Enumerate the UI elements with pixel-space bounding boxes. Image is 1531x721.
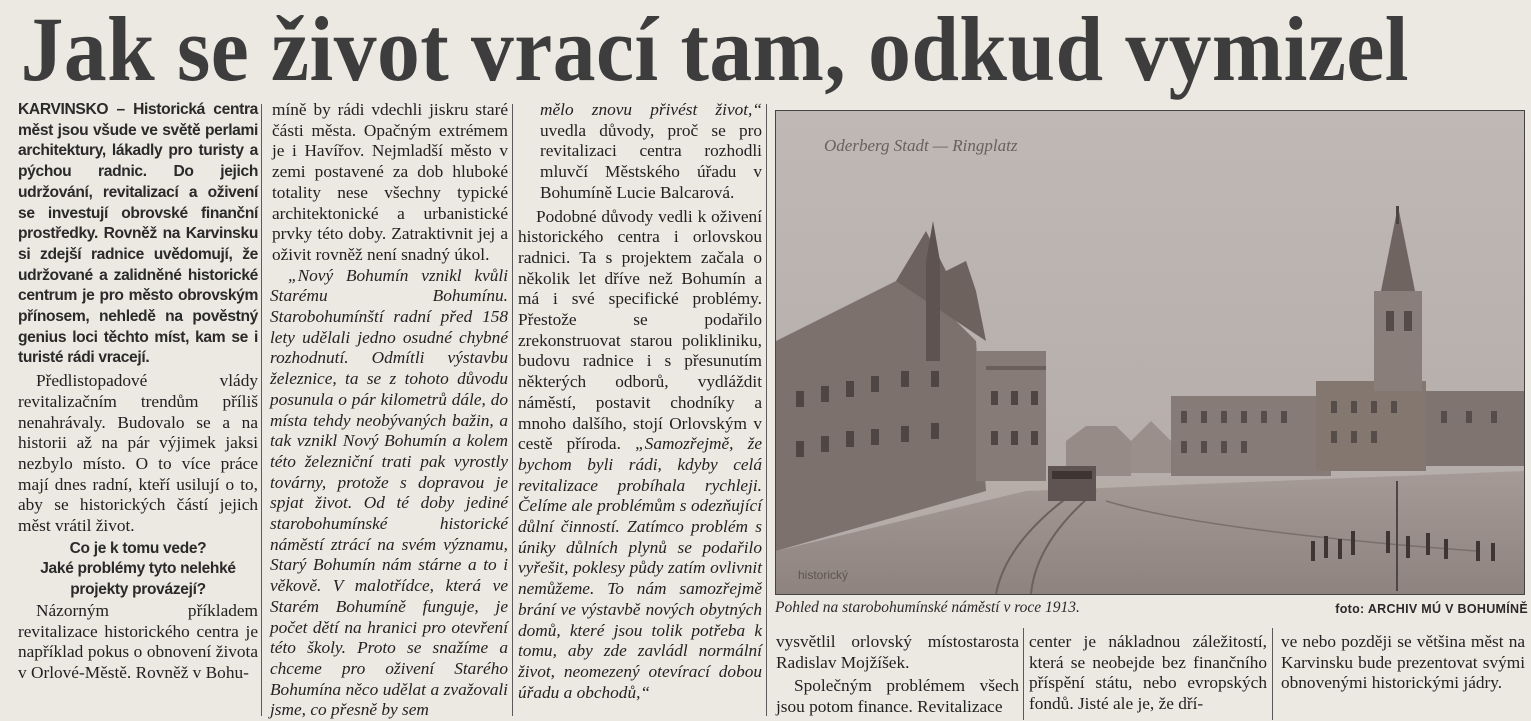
article-column-6 (1281, 632, 1525, 720)
subheading: Co je k tomu vede? (69, 539, 207, 557)
photo-corner-text: historický (798, 568, 849, 582)
body-paragraph: ve nebo později se většina měst na Karvinsku bude prezentovat svými obnovenými historickými jádry. (1281, 632, 1525, 693)
column-rule (512, 104, 513, 716)
town-square-photo (776, 111, 1524, 594)
column-rule (766, 104, 767, 716)
subheading: Jaké problémy tyto nelehké projekty provázejí? (40, 560, 236, 599)
body-paragraph: Názorným příkladem revitalizace historického centra je například pokus o obnovení života v Orlové-Městě. Rovněž v Bohu- (18, 600, 258, 682)
body-paragraph: Společným problémem všech jsou potom finance. Revitalizace (776, 676, 1019, 717)
photo-caption: Pohled na starobohumínské náměstí v roce 1913. (775, 599, 1080, 616)
article-column-5 (1029, 632, 1267, 720)
lead-paragraph: KARVINSKO – Historická centra měst jsou všude ve světě perlami architektury, lákadly pro turisty a pýchou radnic. Do jejich udržování, revitalizací a oživení se investují obrovské finanční prostředky. Rovněž na Karvinsku si zdejší radnice uvědomují, že udržované a zalidněné historické centrum je pro město obrovským přínosem, nehledě na pověstný genius loci těchto míst, kam se i turisté rádi vracejí. (18, 101, 258, 367)
paragraph-text: Podobné důvody vedli k oživení historického centra i orlovskou radnici. Ta s projektem začala o několik let dříve než Bohumín a má i své specifické problémy. Přestože se podařilo zrekonstruovat starou polikliniku, budovu radnice i s přesunutím některých odborů, vydláždit náměstí, postavit chodníky a mnoho dalšího, stojí Orlovským v cestě příroda. (518, 206, 762, 454)
body-paragraph: vysvětlil orlovský místostarosta Radislav Mojžíšek. (776, 632, 1019, 672)
column-rule (1272, 628, 1273, 720)
paragraph-text: uvedla důvody, proč se pro revitalizaci centra rozhodli mluvčí Městského úřadu v Bohumíně Lucie Balcarová. (540, 120, 762, 202)
body-paragraph (518, 207, 762, 704)
article-column-1 (18, 100, 258, 720)
headline: Jak se život vrací tam, odkud vymizel (20, 0, 1410, 100)
article-column-2 (266, 100, 508, 720)
quote-text: „Samozřejmě, že bychom byli rádi, kdyby celá revitalizace probíhala rychleji. Čelíme ale problémům s odezňující důlní činností. Zatímco problém s úniky důlních plynů se podařilo vyřešit, poklesy půdy zatím ovlivnit nemůžeme. To nám samozřejmě brání ve výstavbě nových obytných domů, které jsou tolik potřeba k tomu, aby zde zavládl normální život, neomezený otevírací dobou úřadu a obchodů,“ (518, 434, 763, 702)
quote-paragraph: „Nový Bohumín vznikl kvůli Starému Bohumínu. Starobohumínští radní před 158 lety udělali jedno osudné chybné rozhodnutí. Odmítli výstavbu železnice, ta se z tohoto důvodu posunula o pár kilometrů dále, do místa tehdy neobývaných bažin, a tak vznikl Nový Bohumín a kolem této železniční trati pak vyrostly továrny, protože s dopravou je spjat život. Od té doby jediné starobohumínské historické náměstí ztrácí na svém významu, Starý Bohumín nám stárne a to i věkově. V malotřídce, která ve Starém Bohumíně funguje, je počet dětí na hranici pro otevření této školy. Proto se snažíme a chceme pro oživení Starého Bohumína něco udělat a zvažovali jsme, co přesně by sem (270, 265, 508, 720)
article-column-4 (776, 632, 1019, 720)
body-paragraph: Předlistopadové vlády revitalizačním trendům příliš nenahrávaly. Budovalo se a na historii až na pár výjimek jaksi nezbylo místo. O to více práce mají dnes radní, kteří usilují o to, aby se historických částí jejich měst vrátil život. (18, 371, 258, 536)
body-paragraph (518, 100, 762, 204)
column-rule (261, 104, 262, 716)
column-rule (1023, 628, 1024, 720)
quote-end: mělo znovu přivést život,“ (540, 100, 762, 119)
photo-inscription: Oderberg Stadt — Ringplatz (824, 136, 1018, 155)
historic-photo (775, 110, 1525, 595)
body-paragraph: míně by rádi vdechli jiskru staré části města. Opačným extrémem je i Havířov. Nejmladší město v zemi postavené za dob hluboké totality nese všechny typické architektonické a urbanistické prvky této doby. Zatraktivnit jej a oživit rovněž není snadný úkol. (272, 100, 508, 264)
article-column-3 (518, 100, 763, 702)
body-paragraph: center je nákladnou záležitostí, která se neobejde bez finančního příspění státu, nebo evropských fondů. Jisté ale je, že dří- (1029, 632, 1267, 714)
photo-credit: foto: ARCHIV MÚ V BOHUMÍNĚ (1335, 602, 1528, 616)
